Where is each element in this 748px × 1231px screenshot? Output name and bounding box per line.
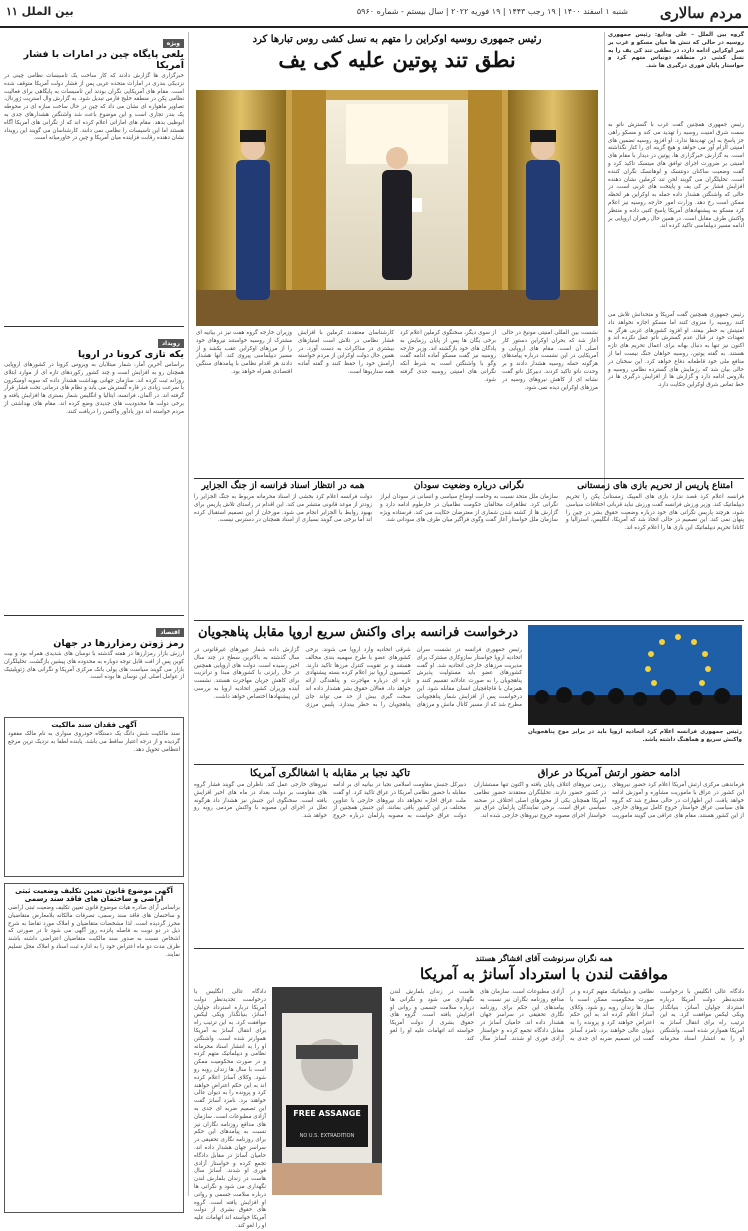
divider: [4, 615, 184, 616]
brand-logo: مردم سالاری: [659, 4, 742, 22]
story-assange: [194, 948, 744, 1229]
page-number: ۱۱: [6, 5, 18, 18]
section-title: بین الملل: [21, 5, 74, 18]
sidebar-story-1-title: بلعی پایگاه چین در امارات با فشار آمریکا: [23, 49, 184, 71]
story-nujaba-title: تاکید نجبا بر مقابله با اشغالگری آمریکا: [249, 768, 411, 779]
story-us-army-iraq-body: فرماندهی مرکزی ارتش آمریکا اعلام کرد حضور نیروهای این کشور در عراق با ماموریت مشاوره و آموزش ادامه خواهد یافت. این اظهارات در حالی مطرح شد که گروه های سیاسی عراق خواستار خروج کامل نیروهای خارجی از این کشور هستند. مقام های عراقی می گویند ماموریت رزمی نیروهای ائتلاف پایان یافته و اکنون تنها مستشاران در کشور حضور دارند. تحلیلگران معتقدند حضور نظامی آمریکا همچنان یکی از محورهای اصلی اختلاف در صحنه سیاسی عراق است. برخی نمایندگان پارلمان عراق نیز خواستار اجرای مصوبه خروج نیروهای خارجی شده اند.: [474, 782, 744, 820]
lead-intro: گروه بین الملل – علی ودایع: رئیس جمهوری روسیه در حالی که تنش ها میان مسکو و غرب بر سر اوکراین ادامه دارد، در نطقی تند کی یف را به نسل کشی در منطقه دونباس متهم کرد و خواستار پایان فوری درگیری ها شد.: [608, 32, 744, 70]
eu-flag-illustration: [528, 625, 742, 725]
story-algeria-body: دولت فرانسه اعلام کرد بخشی از اسناد محرمانه مربوط به جنگ الجزایر را زودتر از موعد قانونی منتشر می کند. این اقدام در راستای تلاش پاریس برای بهبود روابط با الجزایر انجام می شود. مورخان از این تصمیم استقبال کرده اند اما برخی می گویند بسیاری از اسناد همچنان در دسترس نیست.: [194, 494, 372, 524]
kremlin-hall-illustration: [196, 90, 598, 326]
story-nujaba: [194, 768, 466, 942]
legal-notice-1: [4, 717, 184, 877]
lead-column-d: وزیران خارجه گروه هفت نیز در بیانیه ای مشترک از روسیه خواستند نیروهای خود را از مرزهای اوکراین عقب بکشد و از مسیر دیپلماسی پیروی کند. آنها هشدار دادند هر اقدام نظامی با پیامدهای سنگین اقتصادی همراه خواهد بود.: [196, 330, 292, 375]
protest-sign-illustration: [272, 987, 382, 1195]
sidebar-kicker-2: رویداد: [158, 339, 184, 348]
story-sudan: [380, 481, 558, 615]
eu-flag-photo: [528, 625, 742, 725]
sidebar-story-1-body: خبرگزاری ها گزارش دادند که کار ساخت یک تاسیسات نظامی چینی در نزدیکی بندری در امارات متحده عربی پس از فشار دولت آمریکا متوقف شده است. مقام های آمریکایی نگران بودند این تاسیسات به پایگاهی برای فعالیت نظامی پکن در منطقه خلیج فارس تبدیل شود. به گزارش وال استریت ژورنال، تصاویر ماهواره ای نشان می داد که چین در حال ساخت سازه ای در محوطه یک بندر تجاری است و این موضوع باعث شد واشنگتن هشدارهای جدی به ابوظبی بدهد. مقام های اماراتی اعلام کرده اند که از نگرانی های آمریکا آگاه هستند اما این تاسیسات را نظامی نمی دانند. کارشناسان می گویند این رویداد نشان دهنده رقابت فزاینده میان آمریکا و چین در خاورمیانه است.: [4, 73, 184, 142]
right-column-body: رئیس جمهوری همچنین گفت آمریکا و متحدانش تلاش می کنند روسیه را منزوی کنند اما مسکو اجازه نخواهد داد امنیتش به خطر بیفتد. او افزود کشورهای غربی هرگز به تعهدات خود در قبال عدم گسترش ناتو عمل نکرده اند و اکنون نیز تنها به دنبال بهانه برای اعمال تحریم های تازه هستند. به گفته پوتین، روسیه خواهان جنگ نیست اما از منافع ملی خود قاطعانه دفاع خواهد کرد. این سخنان در حالی بیان شد که رزمایش های گسترده نظامی روسیه و بلاروس ادامه دارد و گزارش ها از افزایش درگیری ها در خط تماس شرق اوکراین حکایت دارد.: [608, 312, 744, 389]
legal-notice-2: [4, 883, 184, 1213]
story-paris-olympics-title: امتناع پاریس از تحریم بازی های زمستانی: [577, 481, 733, 491]
sidebar-story-2-body: براساس آخرین آمار، شمار مبتلایان به ویروس کرونا در کشورهای اروپایی همچنان رو به افزایش است و چند کشور رکوردهای تازه ای از موارد ابتلای روزانه ثبت کرده اند. سازمان جهانی بهداشت هشدار داده که سویه اومیکرون با سرعت زیادی در قاره گسترش می یابد و نظام های درمانی تحت فشار قرار گرفته اند. در آلمان، فرانسه، ایتالیا و انگلیس شمار بستری ها افزایش یافته و برخی دولت ها محدودیت های جدیدی وضع کرده اند. مقام های بهداشتی از مردم خواسته اند دوز یادآور واکسن را دریافت کنند.: [4, 362, 184, 415]
assange-protest-photo: [272, 987, 382, 1195]
sidebar-story-3-title: رمز ژوتن رمزارزها در جهان: [53, 638, 184, 649]
lead-column-b: از سوی دیگر، سخنگوی کرملین اعلام کرد برخی یگان ها پس از پایان رزمایش به پادگان های خود بازگشته اند. وزیر خارجه روسیه نیز گفت مسکو آماده ادامه گفت وگو با واشنگتن است به شرط آنکه نگرانی های امنیتی روسیه جدی گرفته شود.: [400, 330, 496, 383]
story-eu-refugees-body: رئیس جمهوری فرانسه در نشست سران اتحادیه اروپا خواستار سازوکاری مشترک برای مدیریت مرزهای خارجی اتحادیه شد. او گفت کشورهای عضو باید مسئولیت پذیرش پناهجویان را به صورت عادلانه تقسیم کنند و همزمان با قاچاقچیان انسان مقابله شود. این درخواست پس از افزایش شمار پناهجویانی مطرح شد که از مسیر کانال مانش و مرزهای شرقی اتحادیه وارد اروپا می شوند. برخی کشورهای عضو با طرح سهمیه بندی مخالف هستند و بر تقویت کنترل مرزها تاکید دارند. کمیسیون اروپا نیز اعلام کرده بسته پیشنهادی تازه ای درباره مهاجرت و پناهندگی ارائه خواهد داد. فعالان حقوق بشر هشدار داده اند سخت گیری بیش از حد می تواند جان پناهجویان را به خطر بیندازد. پلیس مرزی گزارش داده شمار عبورهای غیرقانونی در سال گذشته به بالاترین سطح در چند سال اخیر رسیده است. دولت های اروپایی همچنین در حال رایزنی با کشورهای مبدا و ترانزیت برای کاهش جریان مهاجرت هستند. نشست آینده وزیران کشور اتحادیه اروپا به بررسی این پیشنهادها اختصاص خواهد داشت.: [194, 647, 522, 708]
lead-body-right: رئیس جمهوری همچنین گفت غرب با گسترش ناتو به سمت شرق امنیت روسیه را تهدید می کند و مسکو راهی جز پاسخ به این تهدیدها ندارد. او افزود روسیه تضمین های امنیتی الزام آور می خواهد و هیچ گزینه ای را کنار نگذاشته است. به گزارش خبرگزاری ها، پوتین در دیدار با مقام های امنیتی بر ضرورت اجرای توافق های مینسک تاکید کرد و گفت وضعیت ساکنان دونتسک و لوهانسک نگران کننده است. تحلیلگران می گویند لحن تند کرملین نشان دهنده افزایش فشار بر کی یف و پایتخت های غربی است، در حالی که واشنگتن هشدار داده حمله به اوکراین هر لحظه ممکن است رخ دهد. وزارت امور خارجه روسیه نیز اعلام کرد مسکو به پیشنهادهای آمریکا پاسخ کتبی داده و منتظر واکنش طرف مقابل است. در همین حال رهبران اروپایی بر ادامه مسیر دیپلماسی تاکید کرده اند.: [608, 122, 744, 230]
legal-notice-1-body: سند مالکیت شش دانگ یک دستگاه خودروی سواری به نام مالک مفقود گردیده و از درجه اعتبار ساقط می باشد. یابنده لطفا به نزدیک ترین مرجع انتظامی تحویل دهد.: [8, 731, 180, 753]
protest-sign-text: FREE ASSANGE: [293, 1109, 361, 1118]
story-assange-body: دادگاه عالی انگلیس با درخواست تجدیدنظر دولت آمریکا درباره استرداد جولیان آسانژ، بنیانگذار ویکی لیکس موافقت کرد. به این ترتیب راه برای انتقال آسانژ به آمریکا هموارتر شده است. واشنگتن او را به انتشار اسناد محرمانه نظامی و دیپلماتیک متهم کرده و در صورت محکومیت ممکن است با سال ها زندان روبه رو شود. وکلای آسانژ اعلام کرده اند به این حکم اعتراض خواهند کرد و پرونده را به دیوان عالی خواهند برد. نامزد آسانژ گفت این تصمیم ضربه ای جدی به آزادی مطبوعات است. سازمان های مدافع روزنامه نگاران نیز نسبت به پیامدهای این حکم برای روزنامه نگاری تحقیقی در سراسر جهان هشدار داده اند. حامیان آسانژ در مقابل دادگاه تجمع کرده و خواستار آزادی فوری او شدند. آسانژ سال هاست در زندان بلمارش لندن نگهداری می شود و نگرانی ها درباره سلامت جسمی و روانی او افزایش یافته است. گروه های حقوق بشری از دولت آمریکا خواسته اند اتهامات علیه او را لغو کند.: [390, 989, 744, 1042]
news-row-3: [194, 764, 744, 945]
column-rule: [604, 32, 605, 496]
column-rule: [188, 32, 189, 1196]
story-assange-body-left: دادگاه عالی انگلیس با درخواست تجدیدنظر دولت آمریکا درباره استرداد جولیان آسانژ، بنیانگذار ویکی لیکس موافقت کرد. به این ترتیب راه برای انتقال آسانژ به آمریکا هموارتر شده است. واشنگتن او را به انتشار اسناد محرمانه نظامی و دیپلماتیک متهم کرده و در صورت محکومیت ممکن است با سال ها زندان روبه رو شود. وکلای آسانژ اعلام کرده اند به این حکم اعتراض خواهند کرد و پرونده را به دیوان عالی خواهند برد. نامزد آسانژ گفت این تصمیم ضربه ای جدی به آزادی مطبوعات است. سازمان های مدافع روزنامه نگاران نیز نسبت به پیامدهای این حکم برای روزنامه نگاری تحقیقی در سراسر جهان هشدار داده اند. حامیان آسانژ در مقابل دادگاه تجمع کرده و خواستار آزادی فوری او شدند. آسانژ سال هاست در زندان بلمارش لندن نگهداری می شود و نگرانی ها درباره سلامت جسمی و روانی او افزایش یافته است. گروه های حقوق بشری از دولت آمریکا خواسته اند اتهامات علیه او را لغو کند.: [194, 989, 266, 1229]
legal-notice-1-title: آگهی فقدان سند مالکیت: [51, 721, 137, 729]
story-paris-olympics-body: فرانسه اعلام کرد قصد ندارد بازی های المپیک زمستانی پکن را تحریم دیپلماتیک کند. وزیر ورزش فرانسه گفت ورزش نباید قربانی اختلافات سیاسی شود، هرچند پاریس نگرانی های خود درباره وضعیت حقوق بشر در چین را پنهان نمی کند. این تصمیم در حالی اتخاذ شد که آمریکا، انگلیس، استرالیا و کانادا تحریم دیپلماتیک این بازی ها را اعلام کرده اند.: [566, 494, 744, 532]
sidebar-story-3-body: ارزش بازار رمزارزها در هفته گذشته با نوسان های شدیدی همراه بود و بیت کوین پس از افت قابل توجه دوباره به محدوده های پیشین بازگشت. تحلیلگران بازار می گویند سیاست های پولی بانک مرکزی آمریکا و نگرانی های ژئوپلیتیک از عوامل اصلی این نوسان ها بوده است.: [4, 651, 184, 681]
sidebar: [4, 30, 184, 1196]
news-row-2: [194, 478, 744, 617]
sidebar-kicker-3: اقتصاد: [156, 628, 184, 637]
story-assange-supertitle: همه نگران سرنوشت آقای افشاگر هستند: [475, 953, 613, 963]
story-algeria-archives: [194, 481, 372, 615]
divider: [4, 326, 184, 327]
lead-supertitle: رئیس جمهوری روسیه اوکراین را متهم به نسل کشی روس تبارها کرد: [252, 34, 542, 45]
story-eu-refugees-title: درخواست فرانسه برای واکنش سریع اروپا مقابل پناهجویان: [197, 625, 518, 640]
story-us-army-iraq-title: ادامه حضور ارتش آمریکا در عراق: [537, 768, 681, 779]
sidebar-kicker-1: ویژه: [163, 39, 184, 48]
lead-headline: [194, 34, 600, 72]
legal-notice-2-title: آگهی موضوع قانون تعیین تکلیف وضعیت ثبتی اراضی و ساختمان های فاقد سند رسمی: [15, 887, 173, 903]
story-paris-olympics: [566, 481, 744, 615]
story-nujaba-body: دبیرکل جنبش مقاومت اسلامی نجبا در بیانیه ای بر ادامه مقابله با حضور نظامی آمریکا در عراق تاکید کرد. او گفت ملت عراق اجازه نخواهد داد نیروهای خارجی با عناوین مختلف در این کشور باقی بمانند. این جنبش همچنین از دولت عراق خواست به مصوبه پارلمان درباره خروج نیروهای خارجی عمل کند. ناظران می گویند فشار گروه های مقاومت بر دولت بغداد در ماه های اخیر افزایش یافته است. سخنگوی این جنبش نیز هشدار داد هرگونه تعلل در اجرای این مصوبه با واکنش مردمی روبه رو خواهد شد.: [194, 782, 466, 820]
sidebar-story-2-title: یکه تازی کرونا در اروپا: [78, 349, 184, 360]
lead-column-a: نشست بین المللی امنیتی مونیخ در حالی آغاز شد که بحران اوکراین دستور کار اصلی آن است. مقام های اروپایی و آمریکایی در این نشست درباره پیامدهای هرگونه حمله روسیه هشدار دادند و بر وحدت ناتو تاکید کردند. دبیرکل ناتو گفت نشانه ای از کاهش نیروهای روسیه در مرزهای اوکراین دیده نمی شود.: [502, 330, 598, 391]
lead-photo: [196, 90, 598, 326]
eu-photo-caption: رئیس جمهوری فرانسه اعلام کرد اتحادیه اروپا باید در برابر موج پناهجویان واکنش سریع و هماهنگ داشته باشد.: [528, 729, 742, 743]
lead-continuation: [196, 330, 598, 472]
story-eu-refugees: [194, 620, 744, 761]
section-label: [6, 5, 74, 18]
protest-sign-subtext: NO U.S. EXTRADITION: [299, 1133, 355, 1139]
lead-title: نطق تند پوتین علیه کی یف: [278, 47, 516, 72]
lead-column-c: کارشناسان معتقدند کرملین با افزایش فشار نظامی در تلاش است امتیازهای بیشتری در مذاکرات به دست آورد. در همین حال دولت اوکراین از مردم خواسته آرامش خود را حفظ کنند و گفته آماده همه سناریوها است.: [298, 330, 394, 375]
story-us-army-iraq: [474, 768, 744, 942]
story-sudan-title: نگرانی درباره وضعیت سودان: [413, 481, 525, 491]
date-line: شنبه ۱ اسفند ۱۴۰۰ | ۱۹ رجب ۱۴۴۳ | ۱۹ فوریه ۲۰۲۲ | سال بیستم - شماره ۵۹۶۰: [356, 7, 628, 16]
lead-intro-column: [608, 32, 744, 496]
legal-notice-2-body: براساس آرای صادره هیات موضوع قانون تعیین تکلیف وضعیت ثبتی اراضی و ساختمان های فاقد سند رسمی، تصرفات مالکانه بلامعارض متقاضیان محرز گردیده است. لذا مشخصات متقاضیان و املاک مورد تقاضا به شرح ذیل در دو نوبت به فاصله پانزده روز آگهی می شود تا در صورتی که اشخاص نسبت به صدور سند مالکیت متقاضیان اعتراضی داشته باشند ظرف مدت دو ماه اعتراض خود را به اداره ثبت اسناد و املاک محل تسلیم نمایند.: [8, 905, 180, 958]
masthead: [0, 0, 748, 28]
story-algeria-title: همه در انتظار اسناد فرانسه از جنگ الجزایر: [201, 481, 365, 491]
story-sudan-body: سازمان ملل متحد نسبت به وخامت اوضاع سیاسی و انسانی در سودان ابراز نگرانی کرد. تظاهرات مخالفان حکومت نظامیان در خارطوم ادامه دارد و گزارش ها از کشته شدن شماری از معترضان حکایت می کند. فرستاده ویژه سازمان ملل خواستار آغاز گفت وگوی فراگیر میان طرف های سودانی شد.: [380, 494, 558, 524]
story-assange-title: موافقت لندن با استرداد آسانژ به آمریکا: [419, 965, 669, 983]
